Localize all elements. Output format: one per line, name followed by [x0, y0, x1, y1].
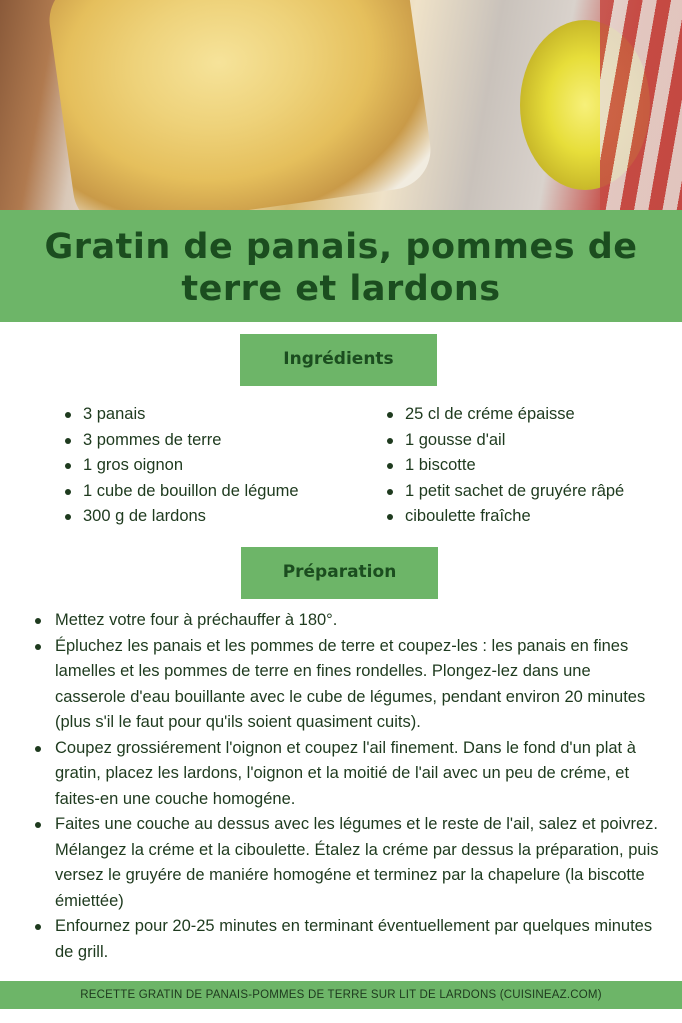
preparation-steps: [33, 608, 663, 965]
ingredients-list-right: [385, 402, 624, 530]
source-footer: RECETTE GRATIN DE PANAIS-POMMES DE TERRE SUR LIT DE LARDONS (CUISINEAZ.COM): [0, 981, 682, 1009]
ingredient-item: 1 gros oignon: [63, 453, 299, 479]
ingredient-item: 3 panais: [63, 402, 299, 428]
ingredient-item: 1 petit sachet de gruyére râpé: [385, 479, 624, 505]
preparation-step: Coupez grossiérement l'oignon et coupez l'ail finement. Dans le fond d'un plat à gratin, placez les lardons, l'oignon et la moitié de l'ail avec un peu de créme, et faites-en une couche homogéne.: [33, 736, 663, 813]
preparation-step: Enfournez pour 20-25 minutes en terminant éventuellement par quelques minutes de grill.: [33, 914, 663, 965]
preparation-step: Faites une couche au dessus avec les légumes et le reste de l'ail, salez et poivrez. Mélangez la créme et la ciboulette. Étalez la créme par dessus la préparation, puis versez le gruyére de maniére homogéne et terminez par la chapelure (la biscotte émiettée): [33, 812, 663, 914]
ingredient-item: 1 gousse d'ail: [385, 428, 624, 454]
ingredient-item: 300 g de lardons: [63, 504, 299, 530]
ingredient-item: 3 pommes de terre: [63, 428, 299, 454]
gratin-dish-shape: [44, 0, 435, 210]
striped-cloth-shape: [600, 0, 682, 210]
ingredient-item: 25 cl de créme épaisse: [385, 402, 624, 428]
title-band: [0, 210, 682, 322]
ingredient-item: ciboulette fraîche: [385, 504, 624, 530]
ingredient-item: 1 cube de bouillon de légume: [63, 479, 299, 505]
ingredient-item: 1 biscotte: [385, 453, 624, 479]
preparation-step: Mettez votre four à préchauffer à 180°.: [33, 608, 663, 634]
gratin-photo: [0, 0, 682, 210]
preparation-heading: Préparation: [241, 547, 438, 599]
ingredients-heading: Ingrédients: [240, 334, 437, 386]
page-title: Gratin de panais, pommes de terre et lardons: [44, 227, 638, 309]
ingredients-list-left: [63, 402, 299, 530]
preparation-step: Épluchez les panais et les pommes de terre et coupez-les : les panais en fines lamelles et les pommes de terre en fines rondelles. Plongez-lez dans une casserole d'eau bouillante avec le cube de légumes, pendant environ 20 minutes (plus s'il le faut pour qu'ils soient quasiment cuits).: [33, 634, 663, 736]
